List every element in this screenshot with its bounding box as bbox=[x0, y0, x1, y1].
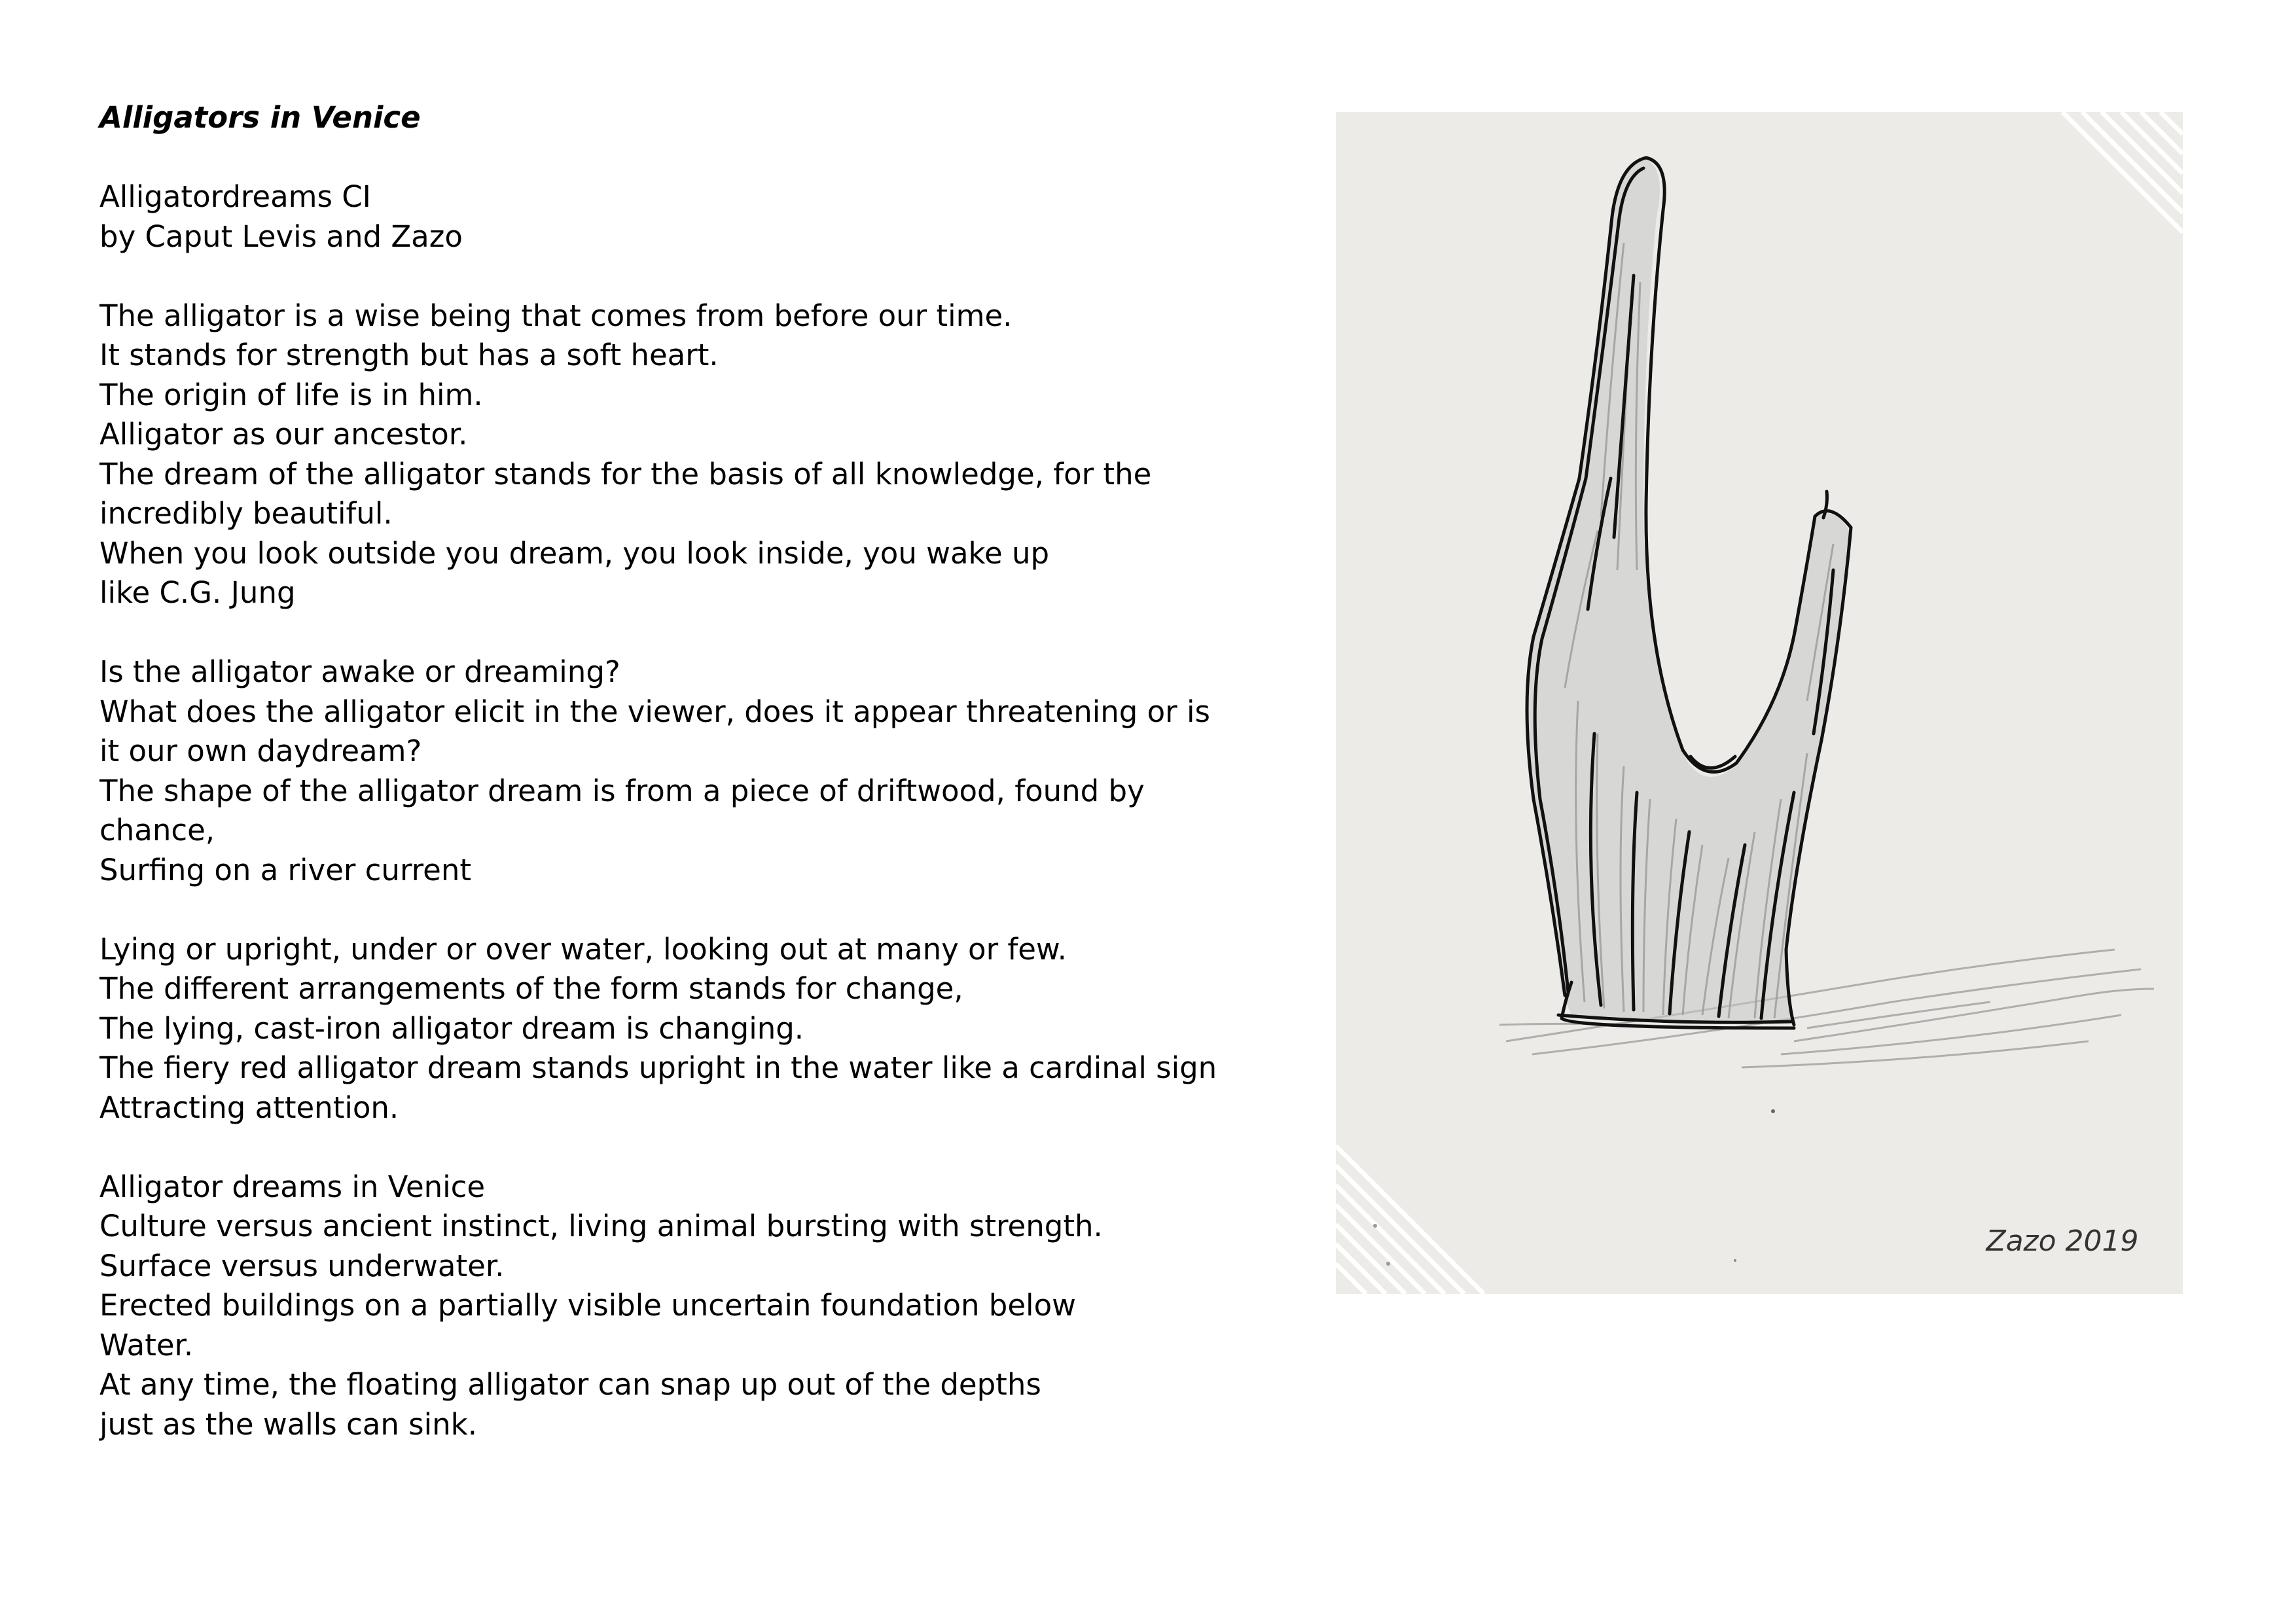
stanza-4 bbox=[99, 1168, 1278, 1445]
poem-line: Lying or upright, under or over water, looking out at many or few. bbox=[99, 931, 1067, 967]
poem-line: The origin of life is in him. bbox=[99, 377, 483, 412]
poem-line: Erected buildings on a partially visible uncertain foundation below bbox=[99, 1288, 1076, 1323]
poem-line: Surfing on a river current bbox=[99, 852, 472, 887]
artwork-photo bbox=[1336, 112, 2183, 1294]
speck bbox=[1734, 1259, 1736, 1262]
poem-line: It stands for strength but has a soft heart. bbox=[99, 338, 719, 372]
stanza-1 bbox=[99, 296, 1278, 613]
poem-line: incredibly beautiful. bbox=[99, 496, 393, 531]
poem-line: The shape of the alligator dream is from a piece of driftwood, found by bbox=[99, 773, 1145, 808]
poem-line: like C.G. Jung bbox=[99, 575, 296, 610]
spacer bbox=[99, 613, 1278, 653]
page-title: Alligators in Venice bbox=[99, 100, 421, 135]
poem-line: When you look outside you dream, you look inside, you wake up bbox=[99, 535, 1050, 571]
poem-line: Alligator as our ancestor. bbox=[99, 417, 468, 452]
poem-line: The alligator is a wise being that comes from before our time. bbox=[99, 298, 1013, 333]
poem-line: The fiery red alligator dream stands upright in the water like a cardinal sign bbox=[99, 1050, 1217, 1085]
poem-line: The dream of the alligator stands for the basis of all knowledge, for the bbox=[99, 456, 1152, 491]
poem-line: just as the walls can sink. bbox=[99, 1406, 478, 1442]
spacer bbox=[99, 257, 1278, 296]
spacer bbox=[99, 1128, 1278, 1168]
subtitle: Alligatordreams CI bbox=[99, 179, 371, 214]
poem-line: Water. bbox=[99, 1327, 194, 1363]
poem-line: The lying, cast-iron alligator dream is changing. bbox=[99, 1010, 804, 1046]
poem-text bbox=[99, 98, 1278, 1444]
poem-line: Is the alligator awake or dreaming? bbox=[99, 654, 620, 689]
poem-line: Surface versus underwater. bbox=[99, 1248, 505, 1283]
stanza-2 bbox=[99, 652, 1278, 890]
poem-line: At any time, the floating alligator can snap up out of the depths bbox=[99, 1367, 1041, 1402]
spacer bbox=[99, 138, 1278, 178]
poem-line: Culture versus ancient instinct, living animal bursting with strength. bbox=[99, 1209, 1103, 1243]
poem-line: chance, bbox=[99, 813, 215, 847]
stanza-3 bbox=[99, 930, 1278, 1128]
speck bbox=[1771, 1109, 1775, 1113]
poem-line: What does the alligator elicit in the viewer, does it appear threatening or is bbox=[99, 694, 1210, 729]
spacer bbox=[99, 890, 1278, 930]
artist-signature: Zazo 2019 bbox=[1986, 1224, 2139, 1258]
poem-line: The different arrangements of the form stands for change, bbox=[99, 971, 963, 1006]
speck bbox=[1386, 1262, 1390, 1266]
paper-background bbox=[1336, 112, 2183, 1294]
poem-line: it our own daydream? bbox=[99, 734, 422, 768]
poem-line: Alligator dreams in Venice bbox=[99, 1169, 486, 1204]
speck bbox=[1373, 1224, 1377, 1228]
poem-line: Attracting attention. bbox=[99, 1090, 399, 1125]
authors: by Caput Levis and Zazo bbox=[99, 219, 463, 254]
